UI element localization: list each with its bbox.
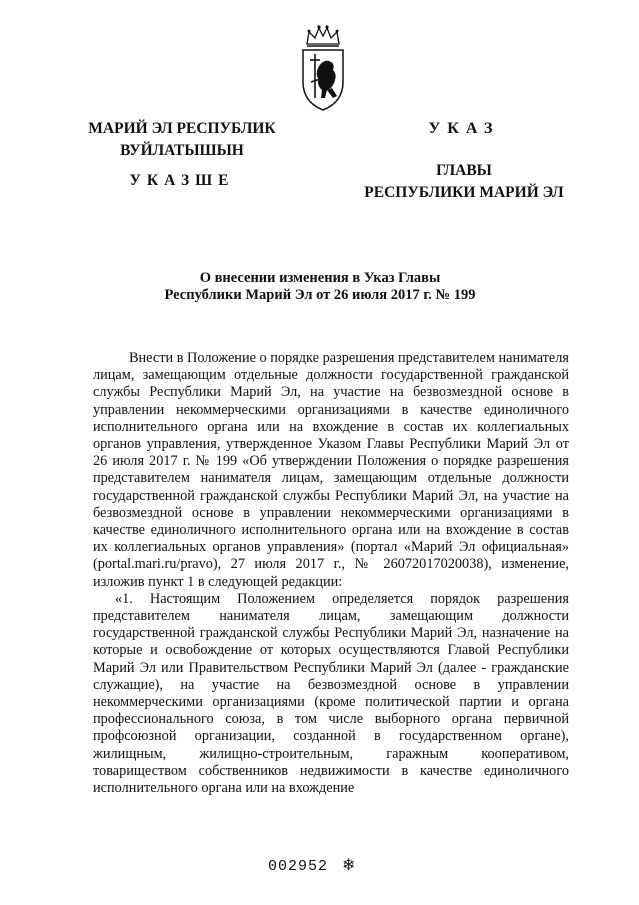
document-title-line1: О внесении изменения в Указ Главы [199, 270, 441, 286]
document-title [90, 270, 550, 304]
coat-of-arms-icon [297, 22, 349, 114]
header-right-block [344, 118, 584, 204]
header-left-line2: ВУЙЛАТЫШЫН [120, 142, 244, 159]
header-right-line2: ГЛАВЫ [436, 162, 492, 179]
serial-number: 002952 [268, 858, 329, 875]
body-paragraph-2: «1. Настоящим Положением определяется порядок разрешения представителем нанимателя лицам, замещающим должности государственной гражданской службы Республики Марий Эл, назначение на которые и освобождение от которых осуществляются Главой Республики Марий Эл или Правительством Республики Марий Эл (далее - гражданские служащие), на участие на безвозмездной основе в управлении некоммерческими организациями (кроме политической партии и органа профессионального союза, в том числе выборного органа первичной профсоюзной организации, созданной в государственном органе), жилищным, жилищно-строительным, гаражным кооперативом, товариществом собственников недвижимости в качестве единоличного исполнительного органа или на вхождение [93, 590, 569, 797]
snowflake-icon: ❄ [342, 855, 356, 874]
header-left-line3: УКАЗШЕ [129, 172, 235, 189]
header-left-block [66, 118, 298, 192]
document-body [93, 350, 569, 797]
body-paragraph-1: Внести в Положение о порядке разрешения представителем нанимателя лицам, замещающим отдельные должности государственной гражданской службы Республики Марий Эл, на участие на безвозмездной основе в управлении некоммерческими организациями в качестве единоличного исполнительного органа или на вхождение в состав их коллегиальных органов управления, утвержденное Указом Главы Республики Марий Эл от 26 июля 2017 г. № 199 «Об утверждении Положения о порядке разрешения представителем нанимателя лицам, замещающим отдельные должности государственной гражданской службы Республики Марий Эл, на участие на безвозмездной основе в управлении некоммерческими организациями в качестве единоличного исполнительного органа или на вхождение в состав их коллегиальных органов управления» (портал «Марий Эл официальная» (portal.mari.ru/pravo), 27 июля 2017 г., № 26072017020038), изменение, изложив пункт 1 в следующей редакции: [93, 350, 569, 590]
header-right-line3: РЕСПУБЛИКИ МАРИЙ ЭЛ [364, 184, 564, 201]
document-title-line2: Республики Марий Эл от 26 июля 2017 г. № 199 [164, 287, 476, 303]
header-left-line1: МАРИЙ ЭЛ РЕСПУБЛИК [88, 120, 276, 137]
header-right-line1: УКАЗ [428, 120, 500, 137]
